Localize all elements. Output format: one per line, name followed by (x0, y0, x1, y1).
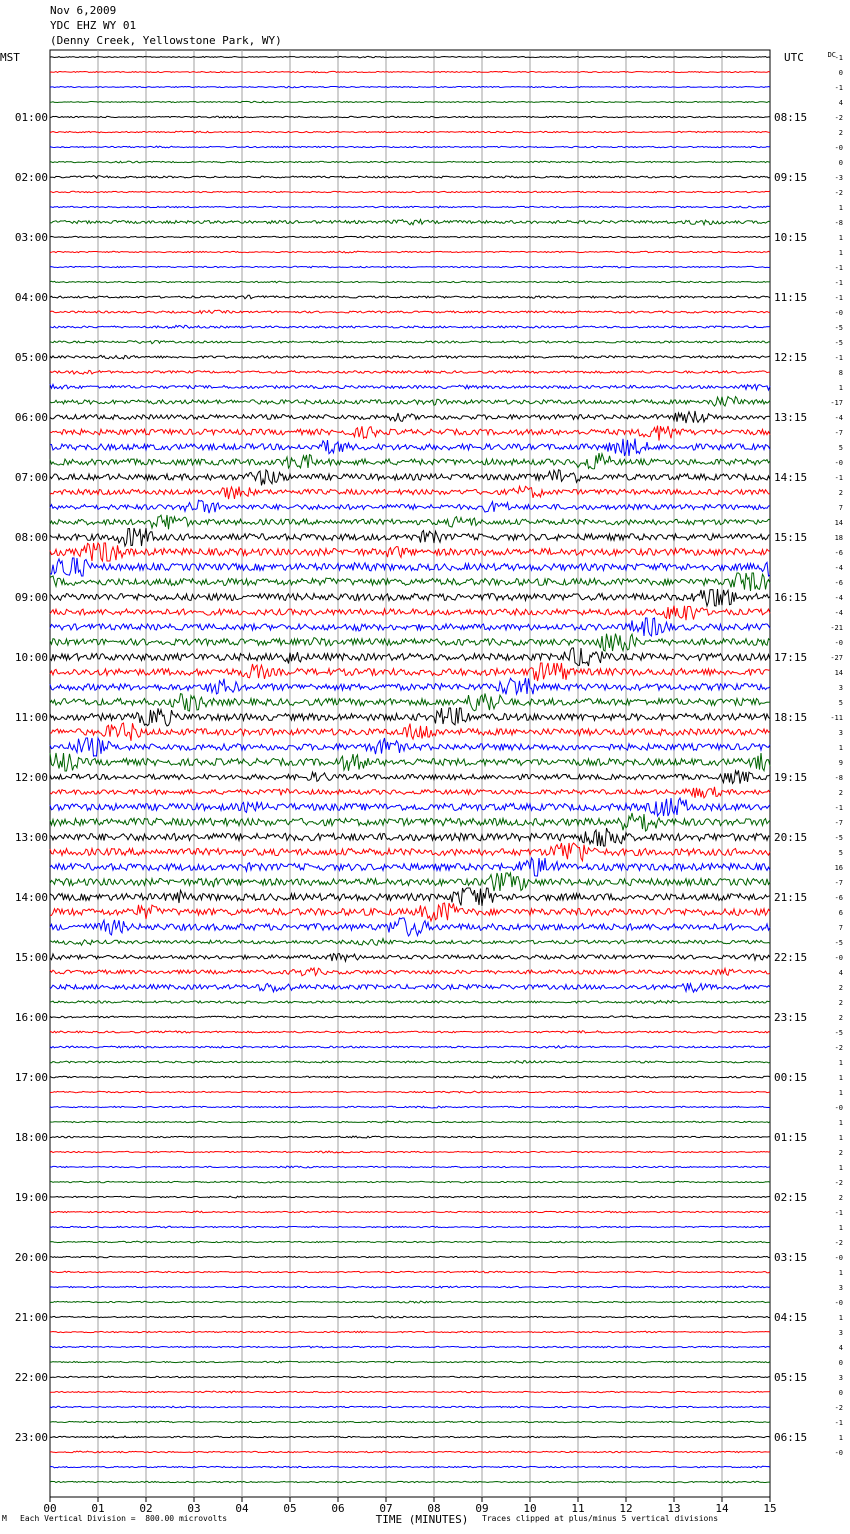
dc-offset: -7 (834, 429, 843, 437)
dc-offset: 2 (838, 129, 843, 137)
trace-row (50, 1046, 770, 1049)
dc-offset: -7 (834, 879, 843, 887)
x-tick-label: 02 (139, 1502, 153, 1515)
trace-row (50, 281, 770, 283)
dc-offset: 9 (838, 759, 843, 767)
x-tick-label: 09 (475, 1502, 489, 1515)
trace-row (50, 251, 770, 253)
trace-row (50, 486, 770, 499)
dc-offset: 5 (838, 699, 843, 707)
dc-offset: -1 (834, 294, 843, 302)
dc-offset: -1 (834, 1209, 843, 1217)
trace-row (50, 1316, 770, 1318)
x-tick-label: 05 (283, 1502, 297, 1515)
trace-row (50, 983, 770, 992)
dc-offset: -2 (834, 1179, 843, 1187)
trace-row (50, 1181, 770, 1183)
right-hour-label: 01:15 (774, 1131, 808, 1144)
dc-offset: -2 (834, 1404, 843, 1412)
trace-row (50, 453, 770, 469)
dc-offset: 2 (838, 1194, 843, 1202)
trace-row (50, 266, 770, 268)
trace-row (50, 116, 770, 118)
dc-offset: 1 (838, 1224, 843, 1232)
left-hour-label: 15:00 (14, 951, 48, 964)
trace-row (50, 813, 770, 831)
dc-offset: -2 (834, 1239, 843, 1247)
trace-row (50, 1271, 770, 1273)
trace-row (50, 71, 770, 72)
right-hour-label: 05:15 (774, 1371, 808, 1384)
dc-offset: -1 (834, 84, 843, 92)
dc-header-label: DC (827, 51, 836, 59)
trace-row (50, 384, 770, 390)
right-hour-label: 02:15 (774, 1191, 808, 1204)
trace-row (50, 954, 770, 962)
dc-offset: -5 (834, 339, 843, 347)
trace-row (50, 873, 770, 891)
x-tick-label: 08 (427, 1502, 441, 1515)
trace-row (50, 206, 770, 208)
dc-offset: 1 (838, 744, 843, 752)
x-tick-label: 06 (331, 1502, 345, 1515)
trace-row (50, 1151, 770, 1153)
trace-row (50, 663, 770, 681)
trace-row (50, 1466, 770, 1468)
trace-row (50, 1226, 770, 1228)
trace-row (50, 1391, 770, 1393)
dc-offset: -1 (834, 54, 843, 62)
trace-row (50, 543, 770, 561)
trace-row (50, 918, 770, 936)
trace-row (50, 131, 770, 133)
trace-row (50, 176, 770, 179)
scale-note: Each Vertical Division = 800.00 microvolts (20, 1514, 228, 1523)
trace-row (50, 1256, 770, 1258)
left-hour-label: 17:00 (14, 1071, 48, 1084)
left-hour-label: 02:00 (14, 171, 48, 184)
trace-row (50, 56, 770, 57)
dc-offset: -0 (834, 1254, 843, 1262)
trace-row (50, 500, 770, 513)
dc-offset: 5 (838, 444, 843, 452)
trace-row (50, 888, 770, 906)
trace-row (50, 1211, 770, 1213)
trace-row (50, 1421, 770, 1423)
left-hour-label: 20:00 (14, 1251, 48, 1264)
x-tick-label: 12 (619, 1502, 633, 1515)
dc-offset: 14 (834, 669, 843, 677)
dc-offset: -0 (834, 459, 843, 467)
dc-offset: 1 (838, 1134, 843, 1142)
trace-row (50, 1016, 770, 1018)
dc-offset: -1 (834, 1419, 843, 1427)
trace-row (50, 770, 770, 783)
dc-offset: 7 (838, 924, 843, 932)
trace-row (50, 723, 770, 741)
left-hour-label: 11:00 (14, 711, 48, 724)
dc-offset: -5 (834, 834, 843, 842)
trace-row (50, 426, 770, 441)
dc-offset: 8 (838, 369, 843, 377)
x-tick-label: 04 (235, 1502, 249, 1515)
right-hour-label: 09:15 (774, 171, 808, 184)
left-hour-label: 04:00 (14, 291, 48, 304)
trace-row (50, 1091, 770, 1093)
right-hour-label: 11:15 (774, 291, 808, 304)
left-timezone-label: MST (0, 51, 20, 64)
dc-offset: 1 (838, 1164, 843, 1172)
trace-row (50, 843, 770, 861)
dc-offset: 1 (838, 1434, 843, 1442)
dc-offset: -8 (834, 774, 843, 782)
right-hour-label: 17:15 (774, 651, 808, 664)
trace-row (50, 1136, 770, 1138)
dc-offset: -17 (830, 399, 843, 407)
trace-row (50, 1286, 770, 1288)
plot-date: Nov 6,2009 (50, 4, 117, 17)
right-hour-label: 19:15 (774, 771, 808, 784)
right-hour-label: 16:15 (774, 591, 808, 604)
dc-offset: 2 (838, 789, 843, 797)
trace-row (50, 1196, 770, 1198)
trace-row (50, 1061, 770, 1064)
trace-row (50, 738, 770, 756)
trace-row (50, 573, 770, 591)
left-hour-label: 21:00 (14, 1311, 48, 1324)
x-tick-label: 13 (667, 1502, 681, 1515)
dc-offset: -27 (830, 654, 843, 662)
dc-offset: -7 (834, 819, 843, 827)
dc-offset: 7 (838, 504, 843, 512)
trace-row (50, 1376, 770, 1378)
trace-row (50, 1000, 770, 1003)
dc-offset: 1 (838, 204, 843, 212)
dc-offset: -4 (834, 594, 843, 602)
trace-row (50, 798, 770, 816)
dc-offset: -5 (834, 939, 843, 947)
dc-offset: 2 (838, 1014, 843, 1022)
trace-row (50, 968, 770, 976)
trace-row (50, 1301, 770, 1303)
left-hour-label: 01:00 (14, 111, 48, 124)
dc-offset: 1 (838, 1269, 843, 1277)
dc-offset: 1 (838, 1314, 843, 1322)
trace-row (50, 1481, 770, 1483)
trace-row (50, 397, 770, 407)
x-tick-label: 11 (571, 1502, 585, 1515)
right-hour-label: 00:15 (774, 1071, 808, 1084)
x-tick-label: 15 (763, 1502, 777, 1515)
trace-row (50, 558, 770, 576)
dc-offset: 0 (838, 1359, 843, 1367)
left-hour-label: 22:00 (14, 1371, 48, 1384)
trace-row (50, 341, 770, 344)
clip-note: Traces clipped at plus/minus 5 vertical divisions (482, 1514, 719, 1523)
dc-offset: 1 (838, 1089, 843, 1097)
left-hour-label: 23:00 (14, 1431, 48, 1444)
trace-row (50, 515, 770, 529)
trace-row (50, 1106, 770, 1108)
trace-row (50, 161, 770, 163)
trace-row (50, 236, 770, 238)
right-hour-label: 14:15 (774, 471, 808, 484)
left-hour-label: 08:00 (14, 531, 48, 544)
right-hour-label: 23:15 (774, 1011, 808, 1024)
x-tick-label: 10 (523, 1502, 537, 1515)
right-hour-label: 22:15 (774, 951, 808, 964)
x-tick-label: 14 (715, 1502, 729, 1515)
trace-row (50, 606, 770, 621)
x-axis-label: TIME (MINUTES) (375, 1513, 469, 1526)
dc-offset: -0 (834, 309, 843, 317)
left-hour-label: 13:00 (14, 831, 48, 844)
trace-row (50, 101, 770, 103)
dc-offset: 0 (838, 1389, 843, 1397)
trace-row (50, 470, 770, 486)
trace-row (50, 618, 770, 636)
left-hour-label: 06:00 (14, 411, 48, 424)
right-hour-label: 13:15 (774, 411, 808, 424)
left-hour-label: 10:00 (14, 651, 48, 664)
dc-offset: 1 (838, 234, 843, 242)
trace-row (50, 753, 770, 771)
dc-offset: -4 (834, 609, 843, 617)
dc-offset: -5 (834, 1029, 843, 1037)
trace-row (50, 220, 770, 225)
dc-offset: -21 (830, 624, 843, 632)
trace-row (50, 191, 770, 193)
dc-offset: -2 (834, 114, 843, 122)
left-hour-label: 05:00 (14, 351, 48, 364)
trace-row (50, 528, 770, 546)
trace-row (50, 1331, 770, 1333)
trace-row (50, 858, 770, 876)
dc-offset: 3 (838, 729, 843, 737)
x-tick-label: 01 (91, 1502, 105, 1515)
dc-offset: -0 (834, 954, 843, 962)
dc-offset: 4 (838, 969, 843, 977)
trace-row (50, 1346, 770, 1348)
right-hour-label: 21:15 (774, 891, 808, 904)
trace-row (50, 708, 770, 726)
dc-offset: -1 (834, 279, 843, 287)
trace-row (50, 325, 770, 328)
trace-row (50, 1121, 770, 1123)
dc-offset: -1 (834, 474, 843, 482)
dc-offset: 2 (838, 984, 843, 992)
dc-offset: 3 (838, 1374, 843, 1382)
left-hour-label: 03:00 (14, 231, 48, 244)
trace-row (50, 1031, 770, 1033)
dc-offset: 2 (838, 999, 843, 1007)
dc-offset: 3 (838, 684, 843, 692)
dc-offset: 3 (838, 1329, 843, 1337)
dc-offset: 16 (834, 864, 843, 872)
left-hour-label: 14:00 (14, 891, 48, 904)
trace-row (50, 310, 770, 313)
right-hour-label: 18:15 (774, 711, 808, 724)
trace-row (50, 355, 770, 359)
dc-offset: 0 (838, 159, 843, 167)
dc-offset: 5 (838, 849, 843, 857)
left-hour-label: 07:00 (14, 471, 48, 484)
dc-offset: -8 (834, 219, 843, 227)
trace-row (50, 1406, 770, 1408)
dc-offset: -2 (834, 1044, 843, 1052)
dc-offset: -0 (834, 1104, 843, 1112)
dc-offset: 18 (834, 534, 843, 542)
station-location: (Denny Creek, Yellowstone Park, WY) (50, 34, 282, 47)
trace-row (50, 589, 770, 606)
trace-row (50, 939, 770, 946)
trace-row (50, 411, 770, 423)
right-hour-label: 12:15 (774, 351, 808, 364)
dc-offset: -6 (834, 579, 843, 587)
corner-mark: M (2, 1514, 7, 1523)
dc-offset: 6 (838, 909, 843, 917)
dc-offset: -4 (834, 564, 843, 572)
trace-row (50, 146, 770, 148)
trace-row (50, 648, 770, 666)
dc-offset: -6 (834, 894, 843, 902)
trace-row (50, 634, 770, 651)
trace-row (50, 1076, 770, 1078)
dc-offset: 2 (838, 1149, 843, 1157)
dc-offset: -1 (834, 804, 843, 812)
dc-offset: -3 (834, 174, 843, 182)
trace-row (50, 86, 770, 87)
trace-row (50, 1451, 770, 1453)
right-timezone-label: UTC (784, 51, 804, 64)
dc-offset: 1 (838, 1119, 843, 1127)
dc-offset: -1 (834, 264, 843, 272)
left-hour-label: 12:00 (14, 771, 48, 784)
trace-row (50, 370, 770, 374)
left-hour-label: 16:00 (14, 1011, 48, 1024)
trace-row (50, 1436, 770, 1438)
dc-offset: 0 (838, 69, 843, 77)
right-hour-label: 08:15 (774, 111, 808, 124)
station-code: YDC EHZ WY 01 (50, 19, 137, 32)
dc-offset: -5 (834, 324, 843, 332)
dc-offset: 1 (838, 249, 843, 257)
right-hour-label: 10:15 (774, 231, 808, 244)
dc-offset: -4 (834, 414, 843, 422)
dc-offset: -6 (834, 549, 843, 557)
dc-offset: -0 (834, 144, 843, 152)
trace-row (50, 1241, 770, 1243)
dc-offset: 1 (838, 384, 843, 392)
right-hour-label: 04:15 (774, 1311, 808, 1324)
dc-offset: 1 (838, 1074, 843, 1082)
dc-offset: -2 (834, 189, 843, 197)
right-hour-label: 15:15 (774, 531, 808, 544)
x-tick-label: 00 (43, 1502, 57, 1515)
trace-row (50, 1361, 770, 1363)
dc-offset: -1 (834, 354, 843, 362)
right-hour-label: 03:15 (774, 1251, 808, 1264)
x-tick-label: 07 (379, 1502, 393, 1515)
dc-offset: 4 (838, 1344, 843, 1352)
dc-offset: 14 (834, 519, 843, 527)
left-hour-label: 18:00 (14, 1131, 48, 1144)
dc-offset: -0 (834, 1299, 843, 1307)
trace-row (50, 678, 770, 694)
trace-row (50, 439, 770, 456)
dc-offset: 1 (838, 1059, 843, 1067)
left-hour-label: 19:00 (14, 1191, 48, 1204)
dc-offset: -0 (834, 1449, 843, 1457)
dc-offset: -11 (830, 714, 843, 722)
right-hour-label: 06:15 (774, 1431, 808, 1444)
trace-row (50, 1166, 770, 1168)
dc-offset: 2 (838, 489, 843, 497)
dc-offset: 3 (838, 1284, 843, 1292)
left-hour-label: 09:00 (14, 591, 48, 604)
trace-row (50, 903, 770, 921)
x-tick-label: 03 (187, 1502, 201, 1515)
trace-row (50, 295, 770, 298)
trace-row (50, 828, 770, 846)
dc-offset: 4 (838, 99, 843, 107)
trace-row (50, 787, 770, 798)
dc-offset: -0 (834, 639, 843, 647)
right-hour-label: 20:15 (774, 831, 808, 844)
